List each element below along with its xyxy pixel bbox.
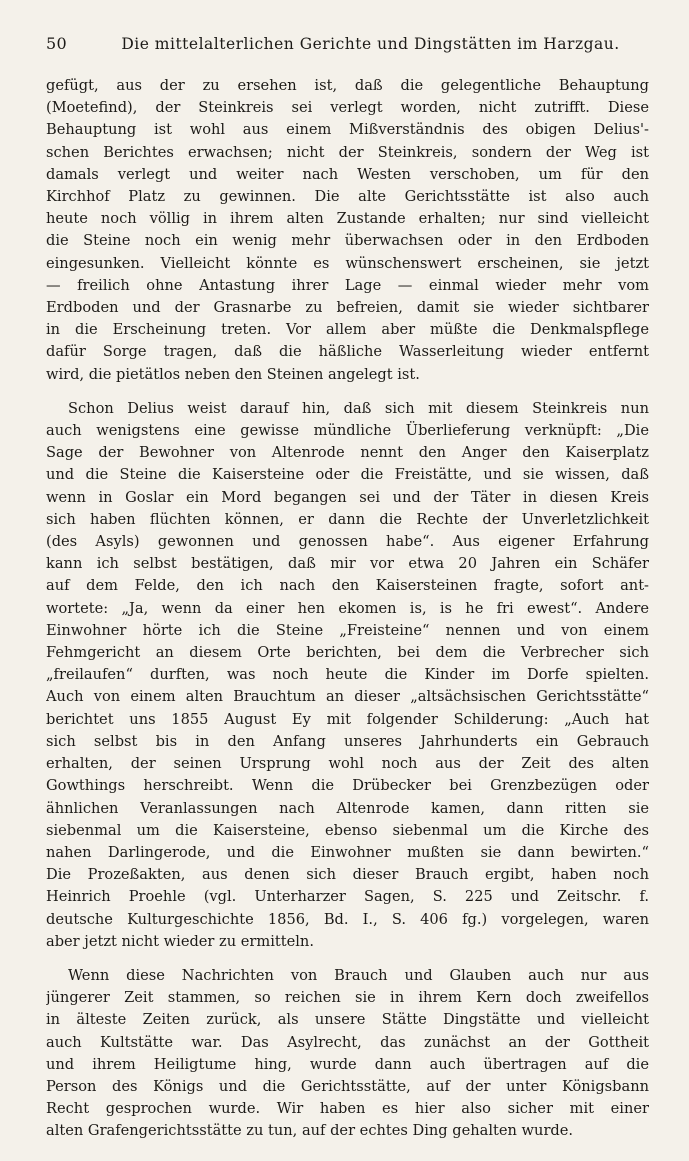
text-line: Auch von einem alten Brauchtum an dieser „altsächsischen Gerichtsstätte“ <box>46 688 649 706</box>
page-number: 50 <box>46 34 67 53</box>
text-line: Einwohner hörte ich die Steine „Freisteine“ nennen und von einem <box>46 621 649 639</box>
text-line: schen Berichtes erwachsen; nicht der Steinkreis, sondern der Weg ist <box>46 143 649 161</box>
paragraph <box>46 965 649 1143</box>
text-line: auch wenigstens eine gewisse mündliche Überlieferung verknüpft: „Die <box>46 422 649 440</box>
text-line: Die Prozeßakten, aus denen sich dieser Brauch ergibt, haben noch <box>46 866 649 884</box>
text-line: Gowthings herschreibt. Wenn die Drübecker bei Grenzbezügen oder <box>46 777 649 795</box>
text-line: heute noch völlig in ihrem alten Zustande erhalten; nur sind vielleicht <box>46 210 649 228</box>
text-line: Heinrich Proehle (vgl. Unterharzer Sagen, S. 225 und Zeitschr. f. <box>46 888 649 906</box>
text-line: — freilich ohne Antastung ihrer Lage — einmal wieder mehr vom <box>46 276 649 294</box>
text-line: berichtet uns 1855 August Ey mit folgender Schilderung: „Auch hat <box>46 710 649 728</box>
text-line: Kirchhof Platz zu gewinnen. Die alte Gerichtsstätte ist also auch <box>46 188 649 206</box>
text-line: siebenmal um die Kaisersteine, ebenso siebenmal um die Kirche des <box>46 821 649 839</box>
text-line: (Moetefind), der Steinkreis sei verlegt worden, nicht zutrifft. Diese <box>46 99 649 117</box>
body-text <box>46 75 649 1143</box>
text-line: Behauptung ist wohl aus einem Mißverständnis des obigen Delius'- <box>46 121 649 139</box>
text-line: auf dem Felde, den ich nach den Kaisersteinen fragte, sofort ant- <box>46 577 649 595</box>
text-line: Person des Königs und die Gerichtsstätte, auf der unter Königsbann <box>46 1077 649 1095</box>
paragraph <box>46 398 649 953</box>
text-line: wird, die pietätlos neben den Steinen angelegt ist. <box>46 365 420 383</box>
text-line: in die Erscheinung treten. Vor allem aber müßte die Denkmalspflege <box>46 321 649 339</box>
paragraph <box>46 75 649 386</box>
text-line: Recht gesprochen wurde. Wir haben es hier also sicher mit einer <box>46 1100 649 1118</box>
text-line: und die Steine die Kaisersteine oder die Freistätte, und sie wissen, daß <box>46 466 649 484</box>
text-line: Sage der Bewohner von Altenrode nennt den Anger den Kaiserplatz <box>46 444 649 462</box>
text-line: Wenn diese Nachrichten von Brauch und Glauben auch nur aus <box>68 966 649 984</box>
text-line: eingesunken. Vielleicht könnte es wünschenswert erscheinen, sie jetzt <box>46 254 649 272</box>
text-line: Fehmgericht an diesem Orte berichten, bei dem die Verbrecher sich <box>46 644 649 662</box>
running-title: Die mittelalterlichen Gerichte und Dingstätten im Harzgau. <box>121 35 620 53</box>
text-line: Schon Delius weist darauf hin, daß sich mit diesem Steinkreis nun <box>68 399 649 417</box>
text-line: die Steine noch ein wenig mehr überwachsen oder in den Erdboden <box>46 232 649 250</box>
text-line: wortete: „Ja, wenn da einer hen ekomen is, is he fri ewest“. Andere <box>46 599 649 617</box>
text-line: auch Kultstätte war. Das Asylrecht, das zunächst an der Gottheit <box>46 1033 649 1051</box>
text-line: aber jetzt nicht wieder zu ermitteln. <box>46 932 314 950</box>
text-line: dafür Sorge tragen, daß die häßliche Wasserleitung wieder entfernt <box>46 343 649 361</box>
text-line: (des Asyls) gewonnen und genossen habe“. Aus eigener Erfahrung <box>46 533 649 551</box>
text-line: und ihrem Heiligtume hing, wurde dann auch übertragen auf die <box>46 1055 649 1073</box>
page-header <box>46 34 649 53</box>
text-line: alten Grafengerichtsstätte zu tun, auf der echtes Ding gehalten wurde. <box>46 1122 574 1140</box>
text-line: nahen Darlingerode, und die Einwohner mußten sie dann bewirten.“ <box>46 843 649 861</box>
text-line: kann ich selbst bestätigen, daß mir vor etwa 20 Jahren ein Schäfer <box>46 555 649 573</box>
text-line: sich haben flüchten können, er dann die Rechte der Unverletzlichkeit <box>46 510 649 528</box>
text-line: in älteste Zeiten zurück, als unsere Stätte Dingstätte und vielleicht <box>46 1011 649 1029</box>
text-line: Erdboden und der Grasnarbe zu befreien, damit sie wieder sichtbarer <box>46 299 649 317</box>
text-line: damals verlegt und weiter nach Westen verschoben, um für den <box>46 165 649 183</box>
text-line: deutsche Kulturgeschichte 1856, Bd. I., S. 406 fg.) vorgelegen, waren <box>46 910 649 928</box>
text-line: gefügt, aus der zu ersehen ist, daß die gelegentliche Behauptung <box>46 77 649 94</box>
text-line: sich selbst bis in den Anfang unseres Jahrhunderts ein Gebrauch <box>46 732 649 750</box>
text-line: wenn in Goslar ein Mord begangen sei und der Täter in diesen Kreis <box>46 488 649 506</box>
text-line: erhalten, der seinen Ursprung wohl noch aus der Zeit des alten <box>46 755 649 773</box>
text-line: „freilaufen“ durften, was noch heute die Kinder im Dorfe spielten. <box>46 666 649 684</box>
text-line: ähnlichen Veranlassungen nach Altenrode kamen, dann ritten sie <box>46 799 649 817</box>
text-line: jüngerer Zeit stammen, so reichen sie in ihrem Kern doch zweifellos <box>46 989 649 1007</box>
